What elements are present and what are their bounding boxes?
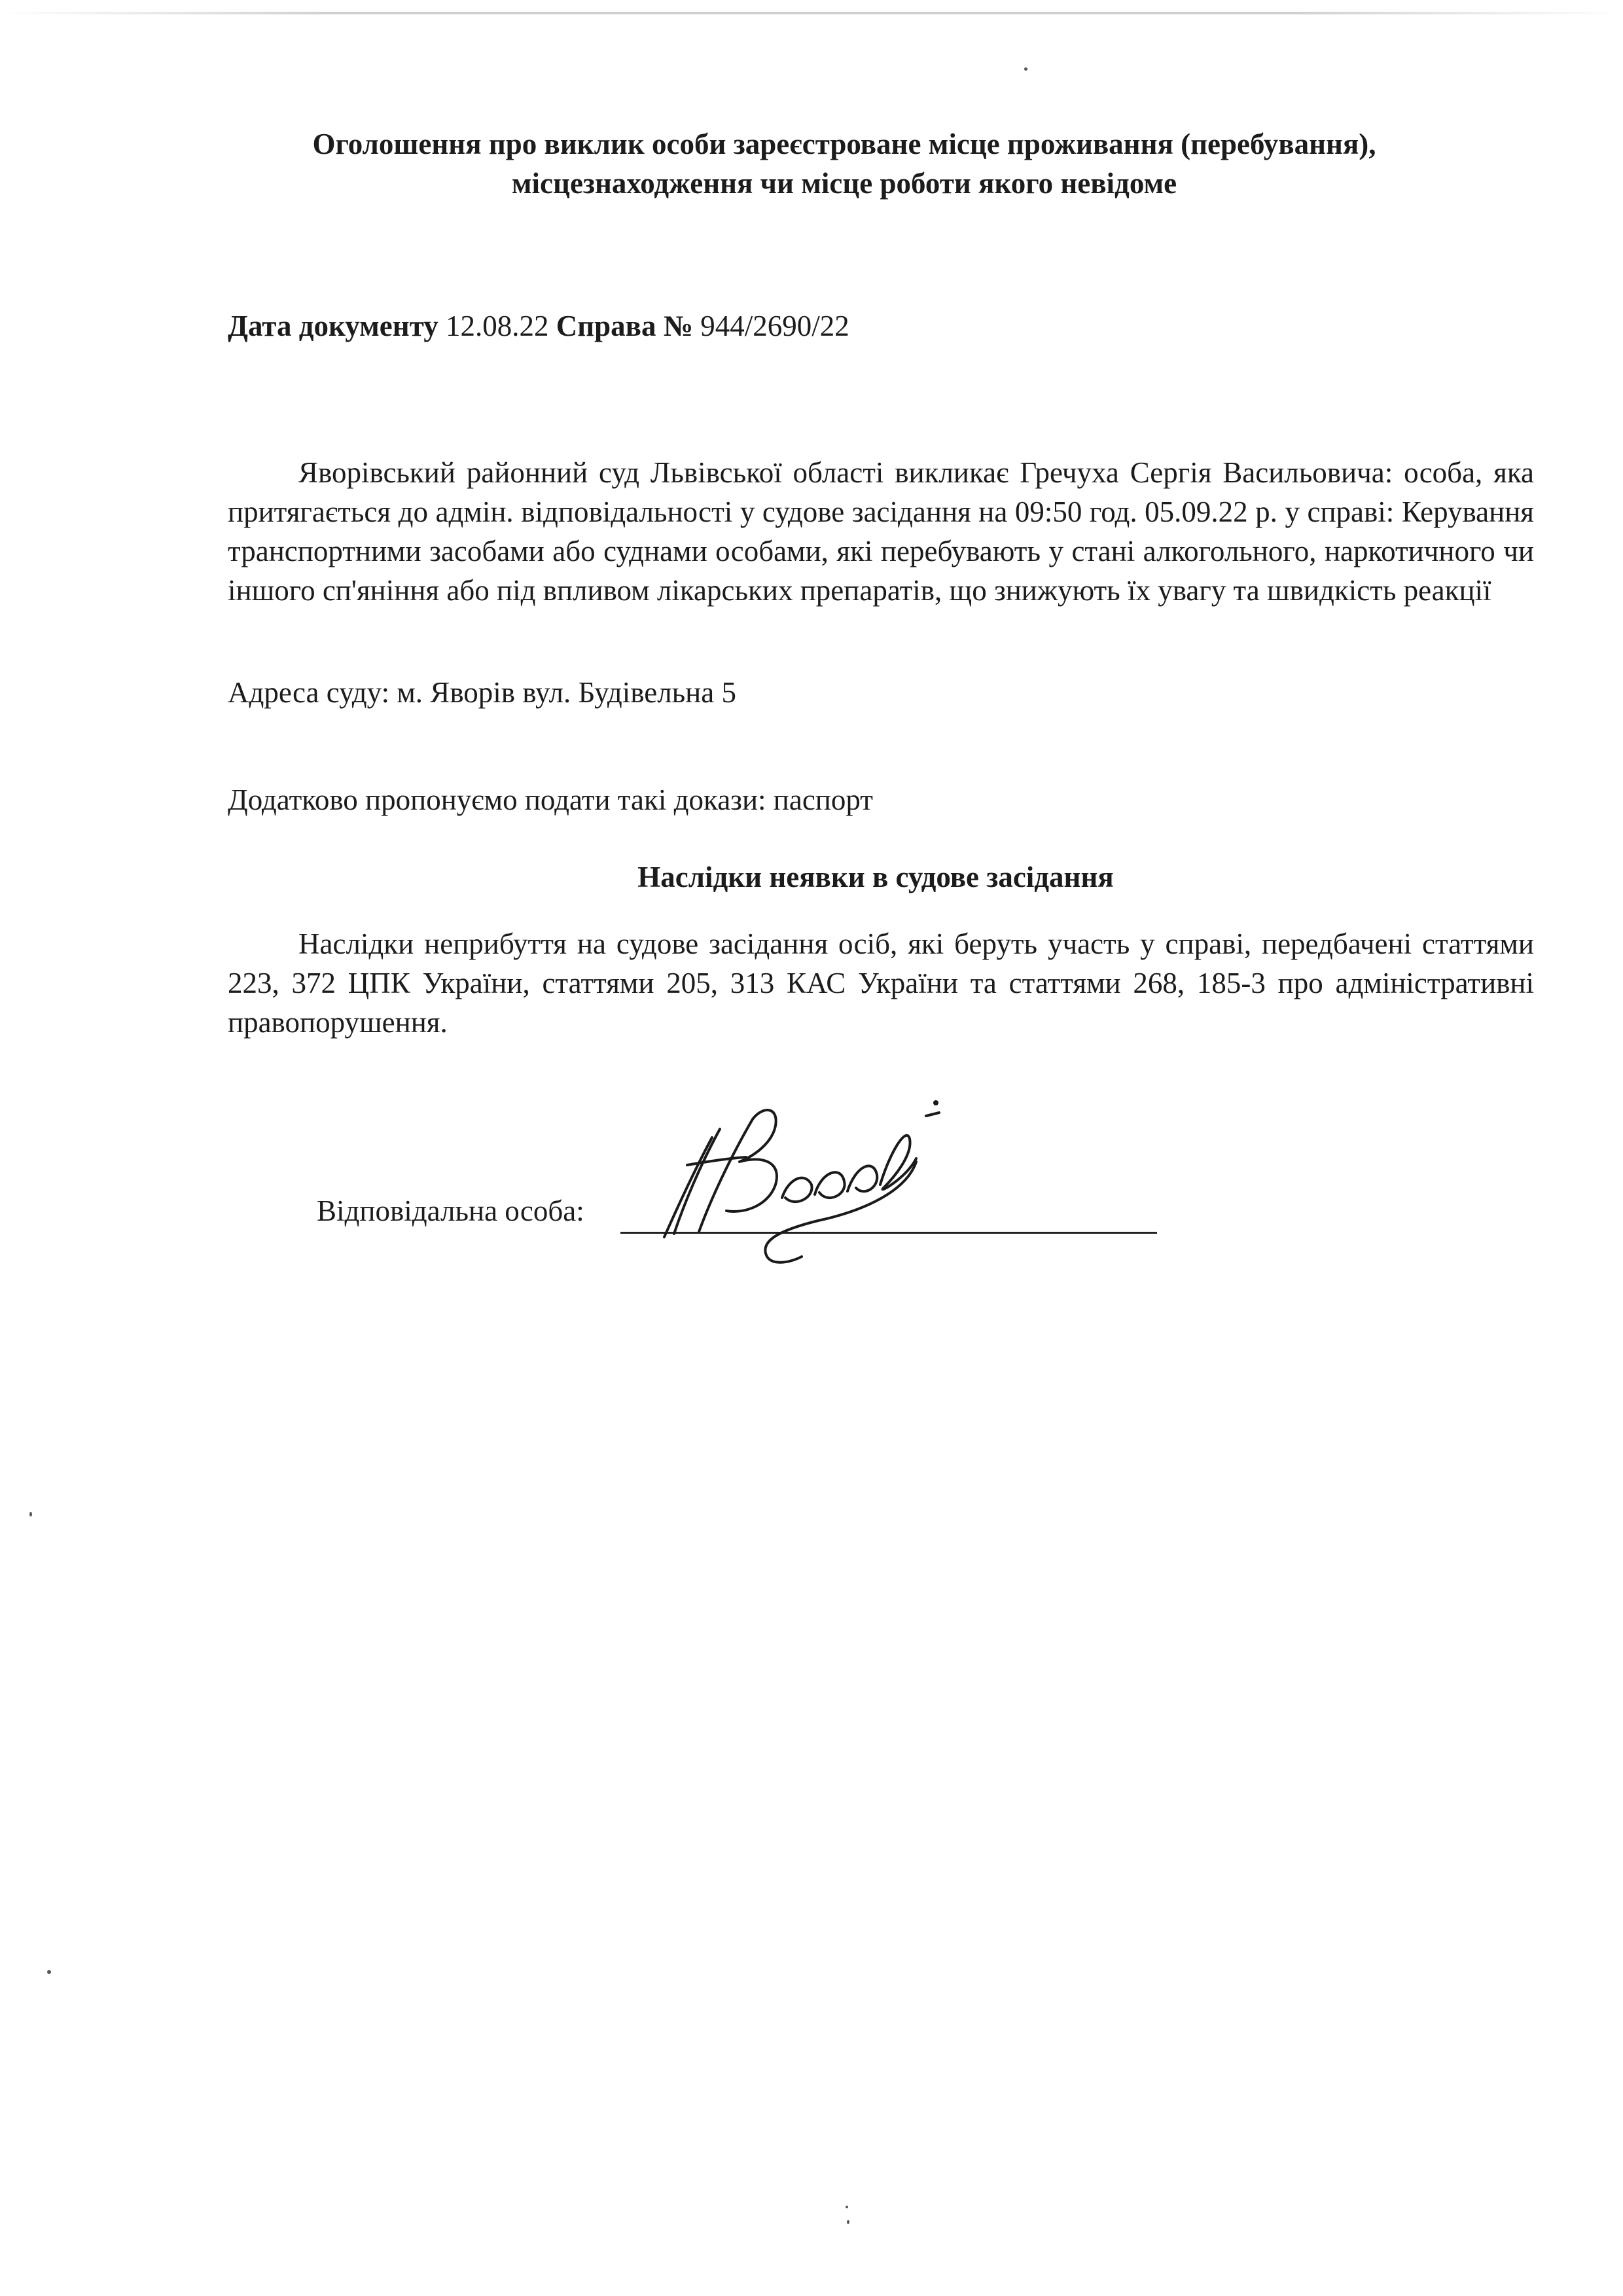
document-title-line2: місцезнаходження чи місце роботи якого невідоме: [511, 167, 1177, 200]
document-title-line1: Оголошення про виклик особи зареєстроване місце проживання (перебування),: [312, 128, 1376, 160]
date-label: Дата документу: [228, 310, 438, 342]
scan-speck: [29, 1512, 32, 1516]
consequences-paragraph: Наслідки неприбуття на судове засідання осіб, які беруть участь у справі, передбачені статтями 223, 372 ЦПК України, статтями 205, 313 КАС України та статтями 268, 185-3 про адміністративні правопорушення.: [228, 927, 1534, 1039]
court-address: Адреса суду: м. Яворів вул. Будівельна 5: [228, 676, 736, 709]
date-value: 12.08.22: [445, 310, 549, 342]
case-value: 944/2690/22: [700, 310, 849, 342]
evidence-request: Додатково пропонуємо подати такі докази: паспорт: [228, 783, 873, 816]
scan-speck: [846, 2206, 848, 2208]
scan-speck: [1024, 67, 1027, 71]
scan-speck: [847, 2220, 849, 2224]
case-label: Справа №: [556, 310, 693, 342]
scan-edge: [0, 12, 1623, 14]
consequences-heading: Наслідки неявки в судове засідання: [637, 861, 1114, 893]
handwritten-signature: [648, 1080, 955, 1270]
signature-label: Відповідальна особа:: [317, 1194, 584, 1227]
document-meta: [228, 306, 849, 346]
summons-paragraph: Яворівський районний суд Львівської області викликає Гречуха Сергія Васильовича: особа, яка притягається до адмін. відповідальності у судове засідання на 09:50 год. 05.09.22 р. у справі: Керування транспортними засобами або суднами особами, які перебувають у стані алкогольного, наркотичного чи іншого сп'яніння або під впливом лікарських препаратів, що знижують їх увагу та швидкість реакції: [228, 456, 1534, 607]
document-title: [223, 124, 1466, 203]
scan-speck: [47, 1970, 51, 1974]
